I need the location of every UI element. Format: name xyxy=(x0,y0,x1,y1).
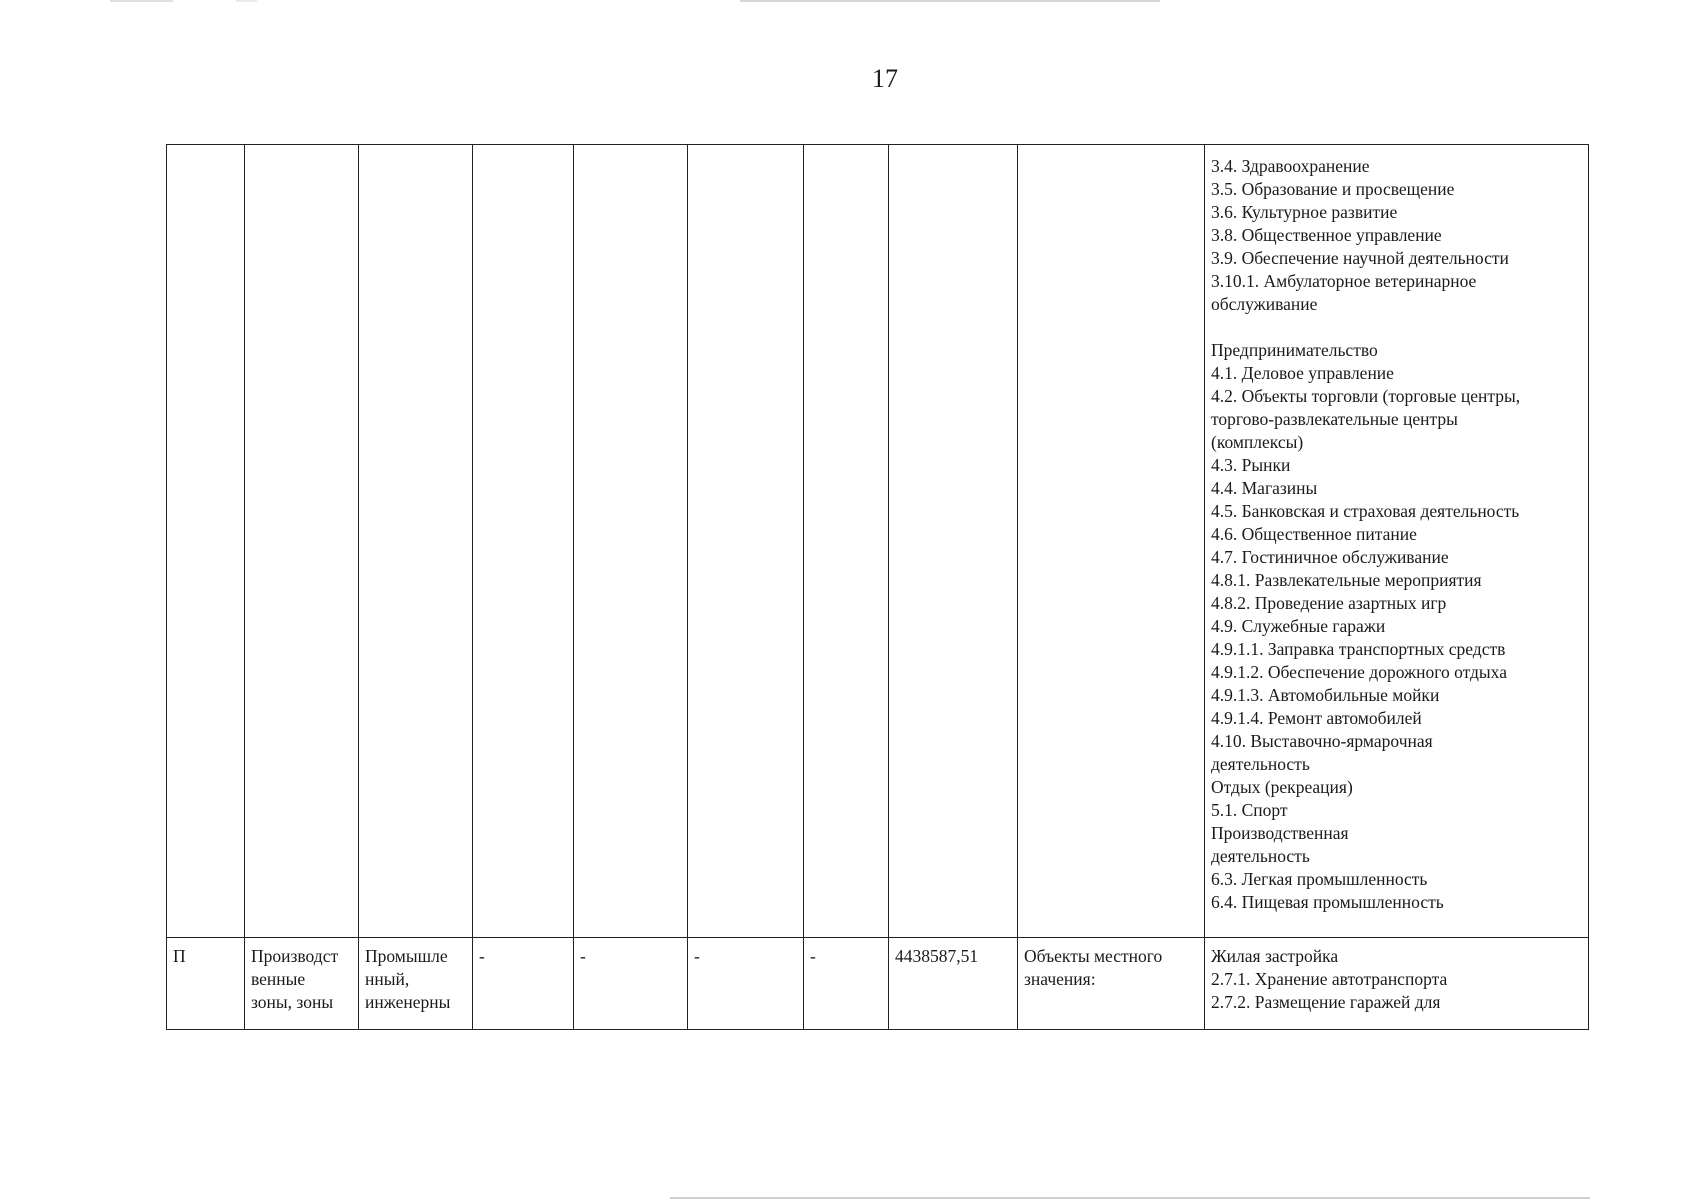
list-item: 4.3. Рынки xyxy=(1211,455,1291,475)
list-item: Отдых (рекреация) xyxy=(1211,777,1353,797)
table-cell xyxy=(889,145,1018,938)
list-item: 4.2. Объекты торговли (торговые центры, xyxy=(1211,386,1521,406)
table-row-p xyxy=(167,938,1589,1030)
list-item: обслуживание xyxy=(1211,294,1318,314)
table-cell xyxy=(359,145,473,938)
table-cell xyxy=(167,145,245,938)
zoning-table xyxy=(166,144,1589,1030)
list-item: 3.5. Образование и просвещение xyxy=(1211,179,1455,199)
area-cell: 4438587,51 xyxy=(889,938,1018,1030)
zone-name-cell: Производст венные зоны, зоны xyxy=(245,938,359,1030)
list-item: 4.10. Выставочно-ярмарочная xyxy=(1211,731,1433,751)
list-item: торгово-развлекательные центры xyxy=(1211,409,1458,429)
table-cell xyxy=(688,145,804,938)
list-item: 4.9.1.1. Заправка транспортных средств xyxy=(1211,639,1506,659)
list-item: 3.8. Общественное управление xyxy=(1211,225,1442,245)
list-item: 4.7. Гостиничное обслуживание xyxy=(1211,547,1449,567)
list-item: 6.3. Легкая промышленность xyxy=(1211,869,1428,889)
list-item: 3.6. Культурное развитие xyxy=(1211,202,1398,222)
scan-artifact-top xyxy=(110,0,1160,2)
list-item: деятельность xyxy=(1211,754,1310,774)
list-item: деятельность xyxy=(1211,846,1310,866)
list-item: 4.9.1.4. Ремонт автомобилей xyxy=(1211,708,1422,728)
zone-code-cell: П xyxy=(167,938,245,1030)
table-cell xyxy=(1018,145,1205,938)
table-cell: - xyxy=(688,938,804,1030)
list-item: 3.9. Обеспечение научной деятельности xyxy=(1211,248,1509,268)
table-cell xyxy=(574,145,688,938)
subzone-name-cell: Промышле нный, инженерны xyxy=(359,938,473,1030)
table-cell xyxy=(245,145,359,938)
list-item: 4.9.1.3. Автомобильные мойки xyxy=(1211,685,1440,705)
list-item: 4.6. Общественное питание xyxy=(1211,524,1417,544)
table-row-continued xyxy=(167,145,1589,938)
list-item: 2.7.2. Размещение гаражей для xyxy=(1211,992,1441,1012)
list-item: Производственная xyxy=(1211,823,1349,843)
permitted-uses-cell xyxy=(1205,938,1589,1030)
list-item: 4.5. Банковская и страховая деятельность xyxy=(1211,501,1520,521)
list-item: (комплексы) xyxy=(1211,432,1304,452)
list-item: 5.1. Спорт xyxy=(1211,800,1288,820)
objects-cell: Объекты местного значения: xyxy=(1018,938,1205,1030)
table-cell xyxy=(804,145,889,938)
list-item: 4.8.2. Проведение азартных игр xyxy=(1211,593,1447,613)
list-item: 4.1. Деловое управление xyxy=(1211,363,1394,383)
list-item: 6.4. Пищевая промышленность xyxy=(1211,892,1444,912)
list-item: 4.9. Служебные гаражи xyxy=(1211,616,1386,636)
permitted-uses-cell xyxy=(1205,145,1589,938)
list-item: Предпринимательство xyxy=(1211,340,1378,360)
table-cell: - xyxy=(804,938,889,1030)
list-gap xyxy=(1211,316,1582,339)
list-item: 4.8.1. Развлекательные мероприятия xyxy=(1211,570,1482,590)
table-cell: - xyxy=(574,938,688,1030)
list-item: 4.4. Магазины xyxy=(1211,478,1318,498)
table-cell xyxy=(473,145,574,938)
list-item: 3.4. Здравоохранение xyxy=(1211,156,1370,176)
list-item: 3.10.1. Амбулаторное ветеринарное xyxy=(1211,271,1477,291)
list-item: Жилая застройка xyxy=(1211,946,1339,966)
table-cell: - xyxy=(473,938,574,1030)
scan-artifact-bottom xyxy=(670,1197,1590,1199)
list-item: 4.9.1.2. Обеспечение дорожного отдыха xyxy=(1211,662,1507,682)
page-number: 17 xyxy=(872,64,898,93)
list-item: 2.7.1. Хранение автотранспорта xyxy=(1211,969,1448,989)
